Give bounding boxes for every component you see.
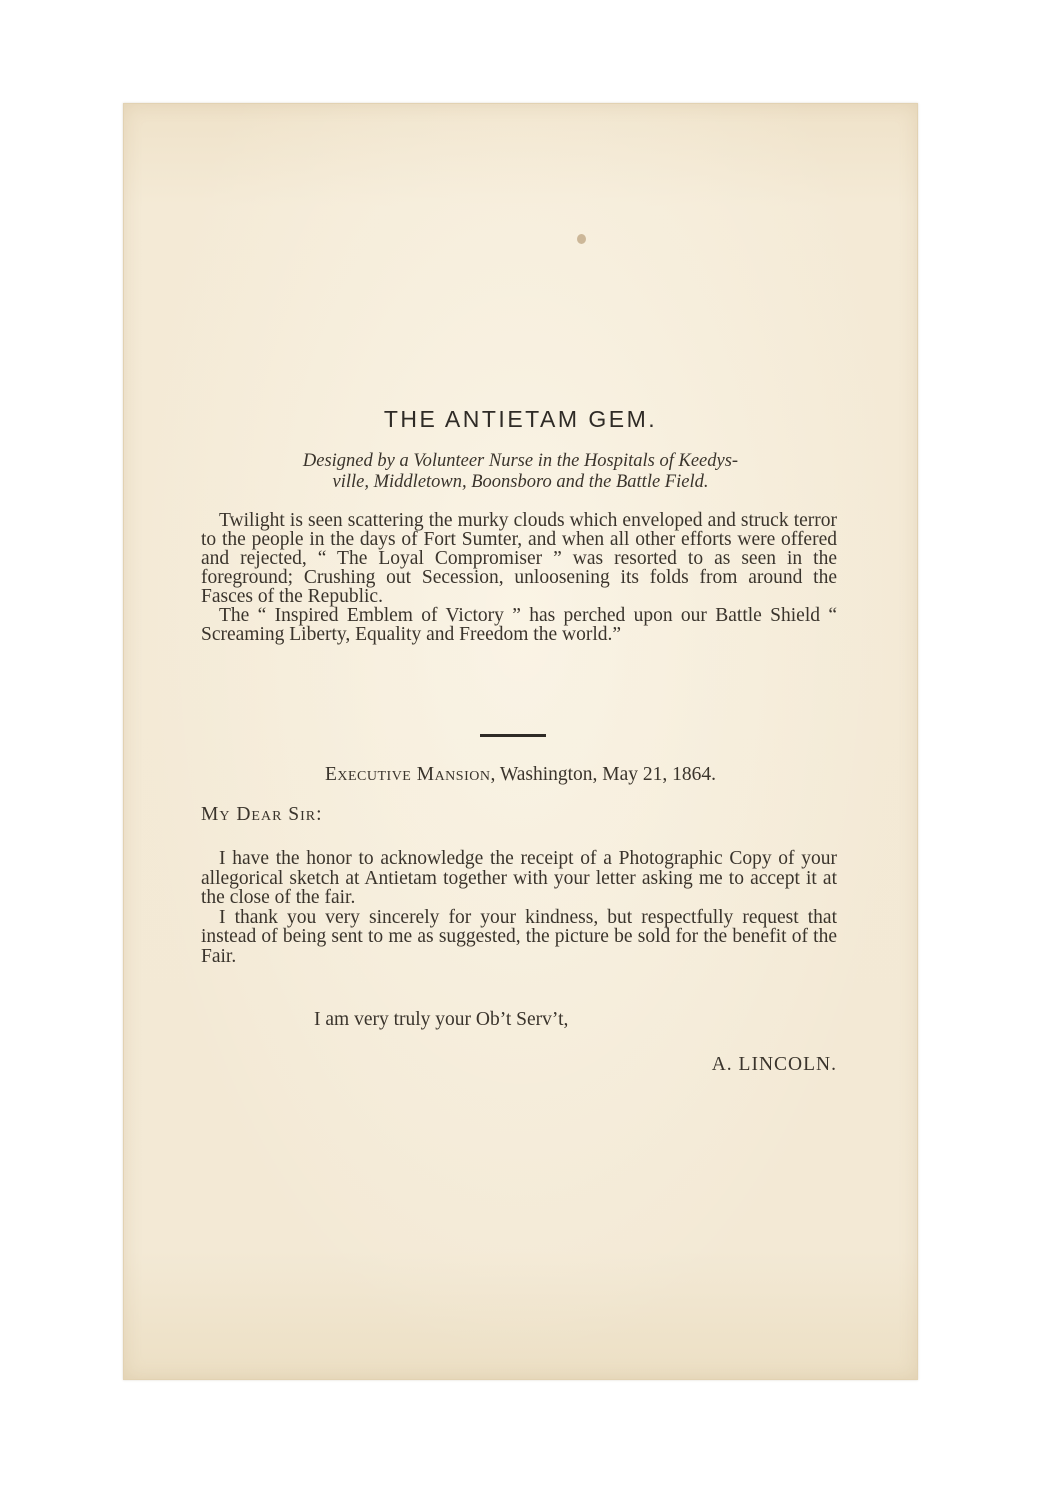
subtitle-line-2: ville, Middletown, Boonsboro and the Battle Field.: [332, 472, 709, 492]
letter-paragraph-1: I have the honor to acknowledge the receipt of a Photographic Copy of your allegorical sketch at Antietam together with your letter asking me to accept it at the close of the fair.: [201, 848, 837, 908]
letter-body: [201, 849, 837, 966]
section-divider: [480, 734, 546, 737]
dateline-date: , Washington, May 21, 1864.: [490, 764, 717, 785]
dateline-place: Executive Mansion: [324, 764, 491, 785]
letter-signature: A. LINCOLN.: [711, 1054, 837, 1075]
letter-dateline: [124, 764, 917, 786]
letter-salutation: My Dear Sir:: [201, 804, 323, 825]
letter-paragraph-2: I thank you very sincerely for your kindness, but respectfully request that instead of being sent to me as suggested, the picture be sold for the benefit of the Fair.: [201, 906, 837, 967]
paper-speck: [577, 234, 586, 244]
description-paragraph-1: Twilight is seen scattering the murky clouds which enveloped and struck terror to the people in the days of Fort Sumter, and when all other efforts were offered and rejected, “ The Loyal Compromiser ” was resorted to as seen in the foreground; Crushing out Secession, unloosening its folds from around the Fasces of the Republic.: [201, 510, 837, 607]
card-title: THE ANTIETAM GEM.: [383, 406, 658, 432]
description-text: [201, 511, 837, 644]
antietam-gem-card: [123, 103, 918, 1380]
description-paragraph-2: The “ Inspired Emblem of Victory ” has perched upon our Battle Shield “ Screaming Liberty, Equality and Freedom the world.”: [201, 605, 837, 645]
subtitle-line-1: Designed by a Volunteer Nurse in the Hospitals of Keedys-: [302, 451, 739, 471]
letter-closing: I am very truly your Ob’t Serv’t,: [314, 1009, 569, 1030]
card-subtitle: [194, 451, 847, 493]
